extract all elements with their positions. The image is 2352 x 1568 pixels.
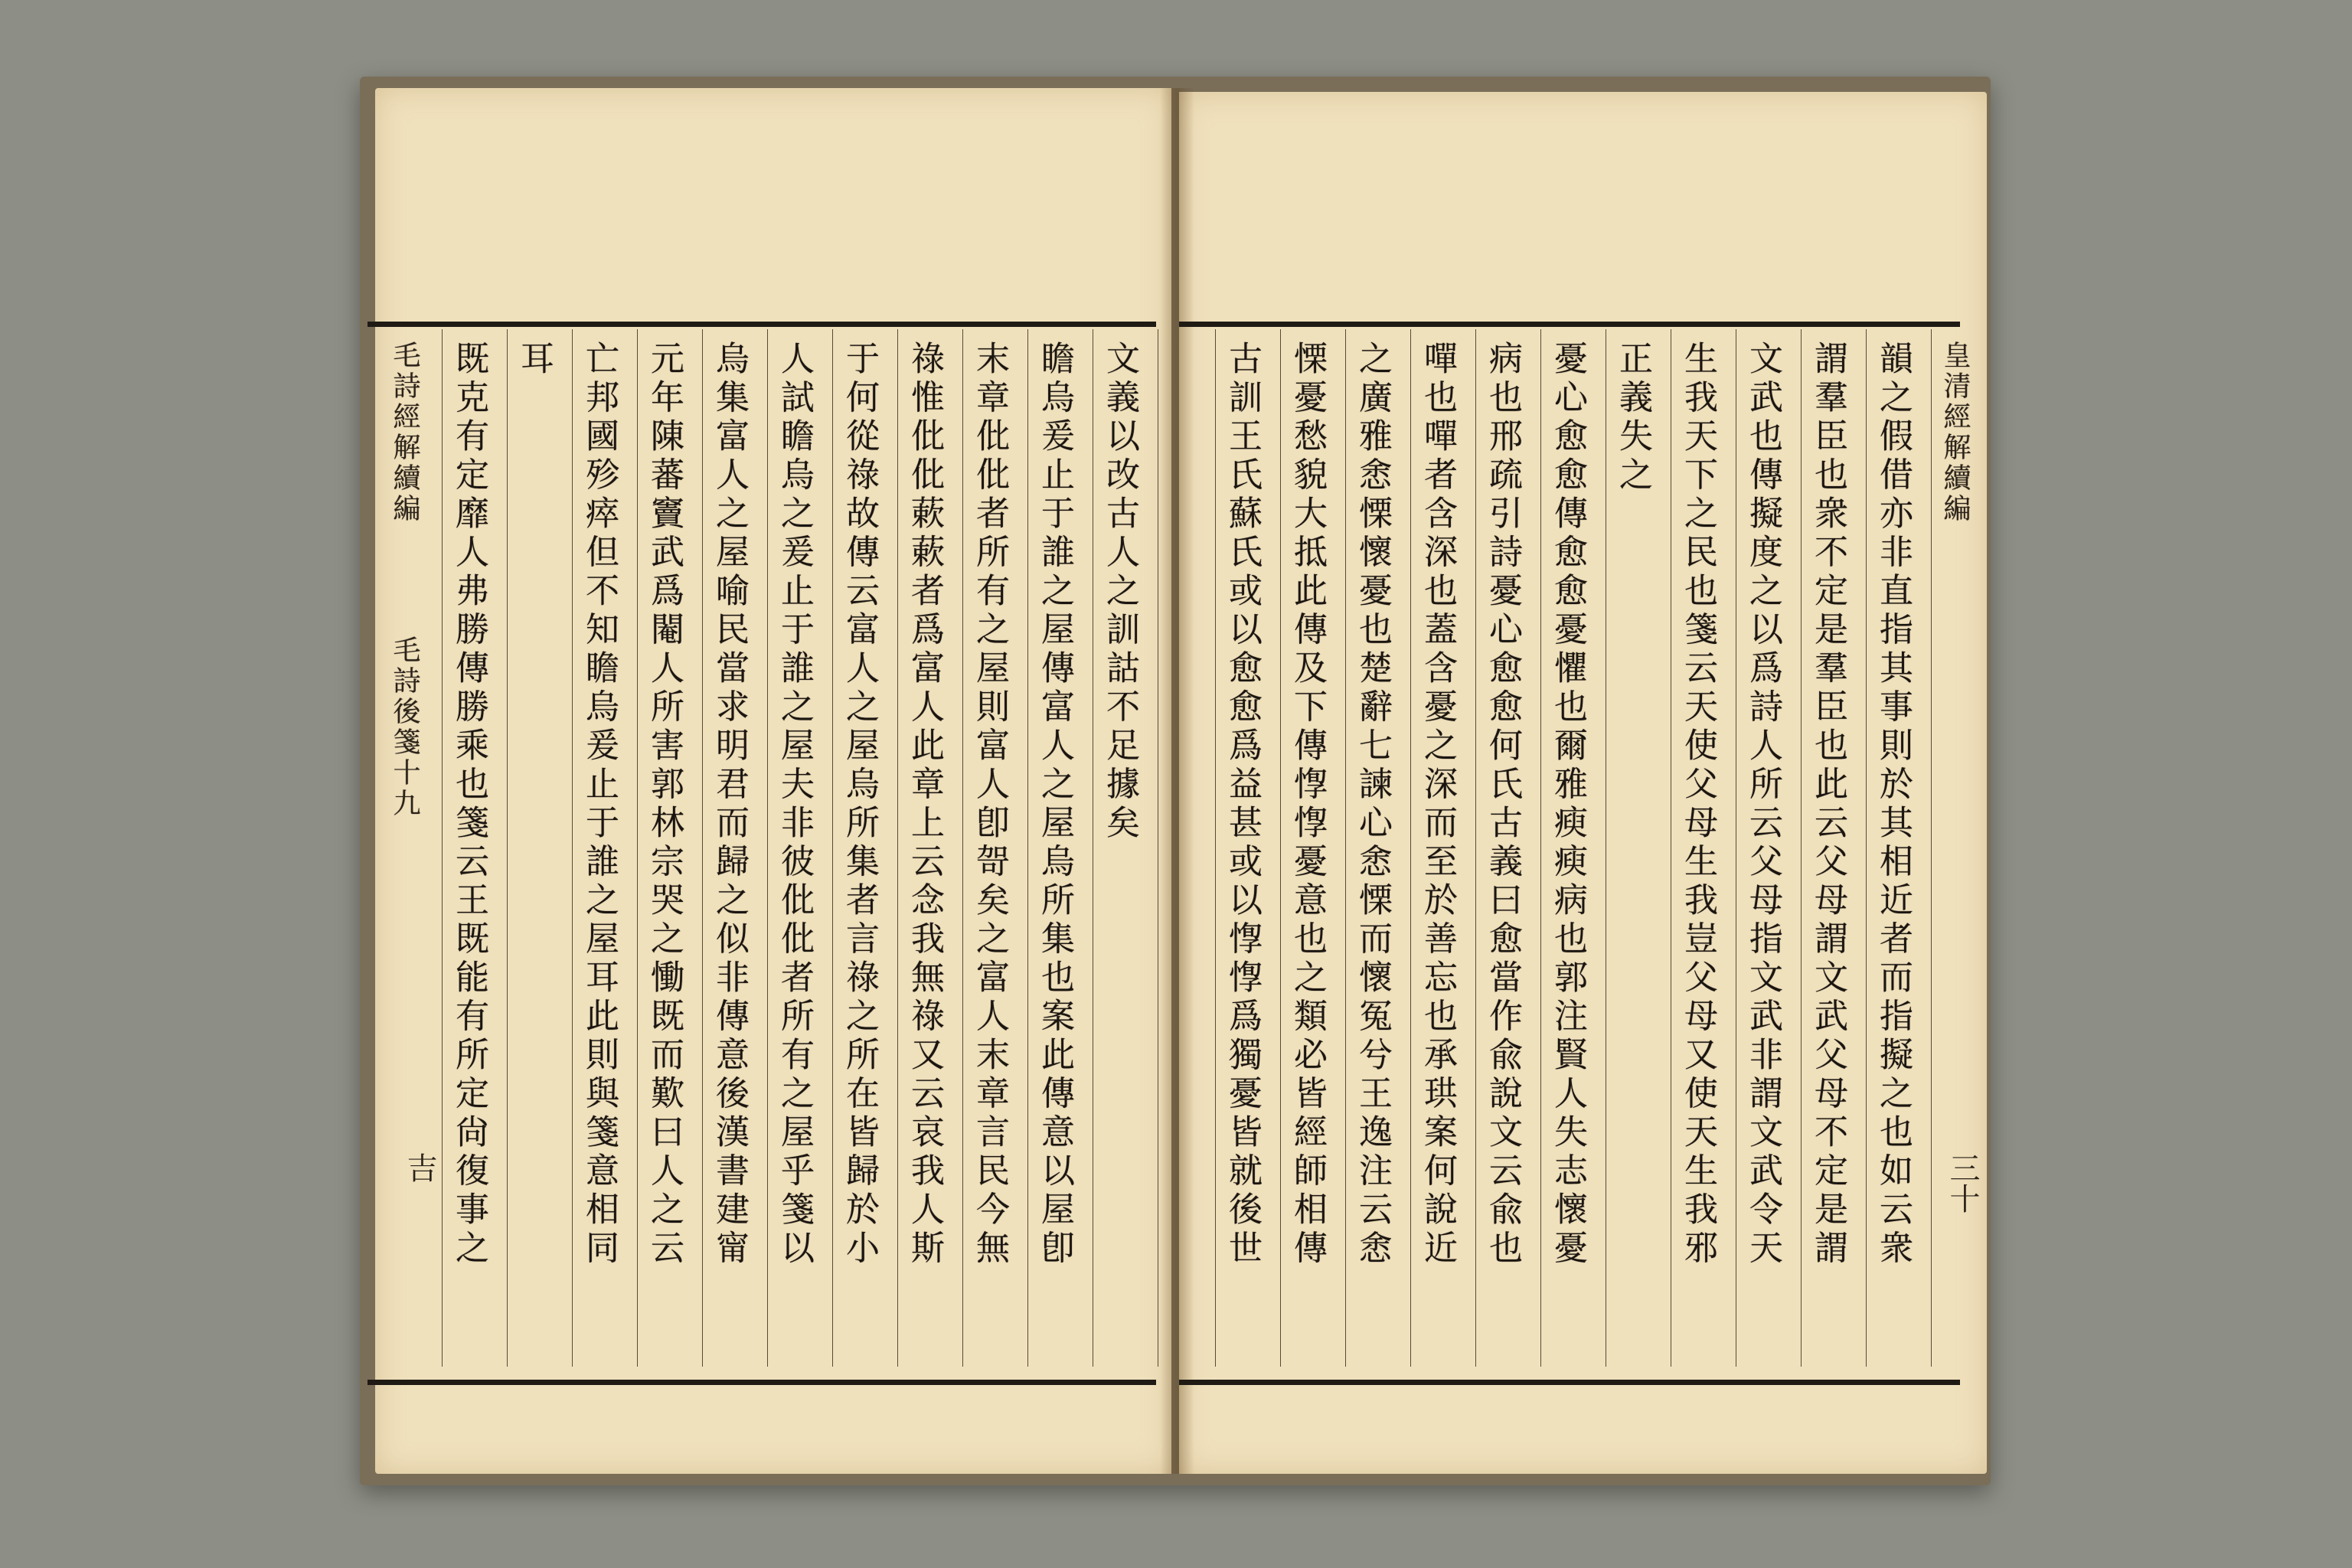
left-text-column: 亡邦國殄瘁但不知瞻烏爰止于誰之屋耳此則與箋意相同 bbox=[580, 341, 619, 1269]
column-rule bbox=[897, 329, 898, 1367]
left-text-column: 文義以改古人之訓詁不足據矣 bbox=[1100, 341, 1139, 844]
column-rule bbox=[962, 329, 963, 1367]
right-text-column: 生我天下之民也箋云天使父母生我豈父母又使天生我邪 bbox=[1678, 341, 1717, 1269]
column-rule bbox=[507, 329, 508, 1367]
right-text-column: 正義失之 bbox=[1613, 341, 1652, 495]
right-text-column: 文武也傳擬度之以爲詩人所云父母指文武非謂文武令天 bbox=[1743, 341, 1782, 1269]
column-rule bbox=[1540, 329, 1541, 1367]
left-text-column: 于何從祿故傳云富人之屋烏所集者言祿之所在皆歸於小 bbox=[840, 341, 879, 1269]
right-text-column: 韻之假借亦非直指其事則於其相近者而指擬之也如云衆 bbox=[1873, 341, 1913, 1269]
column-rule bbox=[1215, 329, 1216, 1367]
left-text-column: 元年陳蕃竇武爲閹人所害郭林宗哭之慟既而歎曰人之云 bbox=[645, 341, 684, 1269]
left-text-column: 瞻烏爰止于誰之屋傳富人之屋烏所集也案此傳意以屋卽 bbox=[1035, 341, 1074, 1269]
right-text-column: 謂羣臣也衆不定是羣臣也此云父母謂文武父母不定是謂 bbox=[1808, 341, 1847, 1269]
column-rule bbox=[832, 329, 833, 1367]
right-text-column: 之廣雅悆慄懷憂也楚辭七諫心悆慄而懷冤兮王逸注云悆 bbox=[1353, 341, 1392, 1269]
right-text-column: 病也邢疏引詩憂心愈愈何氏古義曰愈當作兪說文云兪也 bbox=[1483, 341, 1522, 1269]
column-rule bbox=[1931, 329, 1932, 1367]
right-text-column: 憂心愈愈傳愈愈憂懼也爾雅瘐瘐病也郭注賢人失志懷憂 bbox=[1548, 341, 1587, 1269]
right-folio: 三十 bbox=[1945, 1152, 1980, 1214]
column-rule bbox=[1866, 329, 1867, 1367]
column-rule bbox=[1280, 329, 1281, 1367]
column-rule bbox=[767, 329, 768, 1367]
column-rule bbox=[442, 329, 443, 1367]
column-rule bbox=[1801, 329, 1802, 1367]
right-margin-title: 皇清經解續編 bbox=[1939, 341, 1971, 524]
left-text-column: 祿惟仳仳蔌蔌者爲富人此章上云念我無祿又云哀我人斯 bbox=[905, 341, 944, 1269]
column-rule bbox=[1345, 329, 1346, 1367]
column-rule bbox=[637, 329, 638, 1367]
left-text-column: 既克有定靡人弗勝傳勝乘也箋云王既能有所定尙復事之 bbox=[449, 341, 488, 1269]
column-rule bbox=[1410, 329, 1411, 1367]
column-rule bbox=[1027, 329, 1028, 1367]
left-margin-subtitle: 毛詩後箋十九 bbox=[389, 635, 420, 819]
left-text-column: 烏集富人之屋喻民當求明君而歸之似非傳意後漢書建甯 bbox=[710, 341, 749, 1269]
right-text-column: 嘽也嘽者含深也蓋含憂之深而至於善忘也承珙案何說近 bbox=[1418, 341, 1457, 1269]
column-rule bbox=[702, 329, 703, 1367]
right-text-column: 古訓王氏蘇氏或以愈愈爲益甚或以惸惸爲獨憂皆就後世 bbox=[1223, 341, 1262, 1269]
left-text-column: 末章仳仳者所有之屋則富人卽哿矣之富人末章言民今無 bbox=[970, 341, 1009, 1269]
left-margin-title: 毛詩經解續編 bbox=[389, 341, 420, 524]
right-text-column: 慄憂愁貌大抵此傳及下傳惸惸憂意也之類必皆經師相傳 bbox=[1288, 341, 1327, 1269]
left-text-column: 人試瞻烏之爰止于誰之屋夫非彼仳仳者所有之屋乎箋以 bbox=[775, 341, 814, 1269]
column-rule bbox=[1475, 329, 1476, 1367]
left-text-column: 耳 bbox=[514, 341, 554, 380]
column-rule bbox=[572, 329, 573, 1367]
left-folio: 吉 bbox=[402, 1152, 437, 1183]
